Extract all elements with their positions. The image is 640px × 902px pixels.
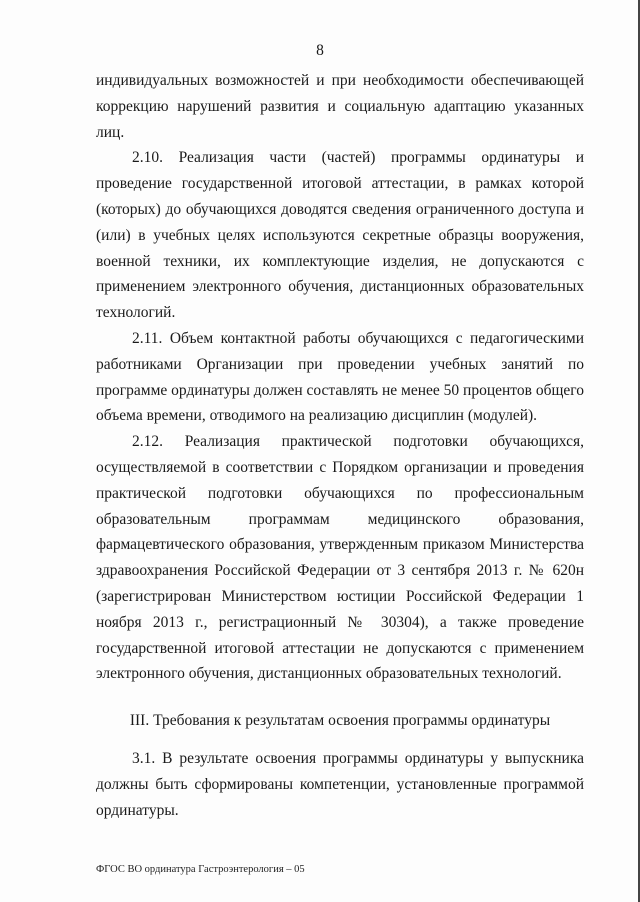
paragraph-2-10: 2.10. Реализация части (частей) программы ординатуры и проведение государственной итоговой аттестации, в рамках которой (которых) до обучающихся доводятся сведения ограниченного доступа и (или) в учебных целях используются секретные образцы вооружения, военной техники, их комплектующие изделия, не допускаются с применением электронного обучения, дистанционных образовательных технологий.: [96, 149, 584, 322]
section-3-text: [96, 746, 584, 823]
paragraph-2-12: 2.12. Реализация практической подготовки обучающихся, осуществляемой в соответствии с Порядком организации и проведения практической подготовки обучающихся по профессиональным образовательным программам медицинского образования, фармацевтического образования, утвержденным приказом Министерства здравоохранения Российской Федерации от 3 сентября 2013 г. № 620н (зарегистрирован Министерством юстиции Российской Федерации 1 ноября 2013 г., регистрационный № 30304), а также проведение государственной итоговой аттестации не допускаются с применением электронного обучения, дистанционных образовательных технологий.: [96, 433, 584, 683]
paragraph-continuation: индивидуальных возможностей и при необходимости обеспечивающей коррекцию нарушений развития и социальную адаптацию указанных лиц.: [96, 72, 584, 141]
paragraph-2-11: 2.11. Объем контактной работы обучающихся с педагогическими работниками Организации при проведении учебных занятий по программе ординатуры должен составлять не менее 50 процентов общего объема времени, отводимого на реализацию дисциплин (модулей).: [96, 329, 584, 425]
paragraph-3-1: 3.1. В результате освоения программы ординатуры у выпускника должны быть сформированы компетенции, установленные программой ординатуры.: [96, 750, 584, 819]
body-text: [96, 68, 584, 687]
section-heading: III. Требования к результатам освоения программы ординатуры: [129, 712, 551, 729]
page-number: 8: [316, 42, 324, 59]
page-footer: ФГОС ВО ординатура Гастроэнтерология – 05: [96, 864, 305, 875]
